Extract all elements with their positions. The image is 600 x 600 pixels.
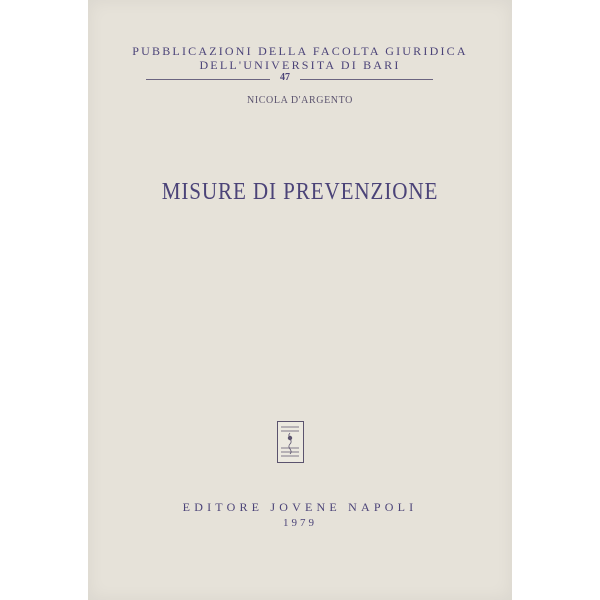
- author-name: NICOLA D'ARGENTO: [247, 95, 353, 106]
- series-line-1: PUBBLICAZIONI DELLA FACOLTA GIURIDICA: [132, 44, 468, 58]
- publisher-emblem-icon: [277, 421, 304, 463]
- divider-left: [146, 79, 270, 80]
- series-line-2: DELL'UNIVERSITA DI BARI: [199, 58, 401, 72]
- book-cover: [88, 0, 512, 600]
- publication-year: 1979: [283, 517, 317, 529]
- volume-number: 47: [280, 72, 290, 83]
- divider-right: [300, 79, 433, 80]
- publisher-name: EDITORE JOVENE NAPOLI: [182, 500, 418, 514]
- book-title: MISURE DI PREVENZIONE: [161, 179, 439, 205]
